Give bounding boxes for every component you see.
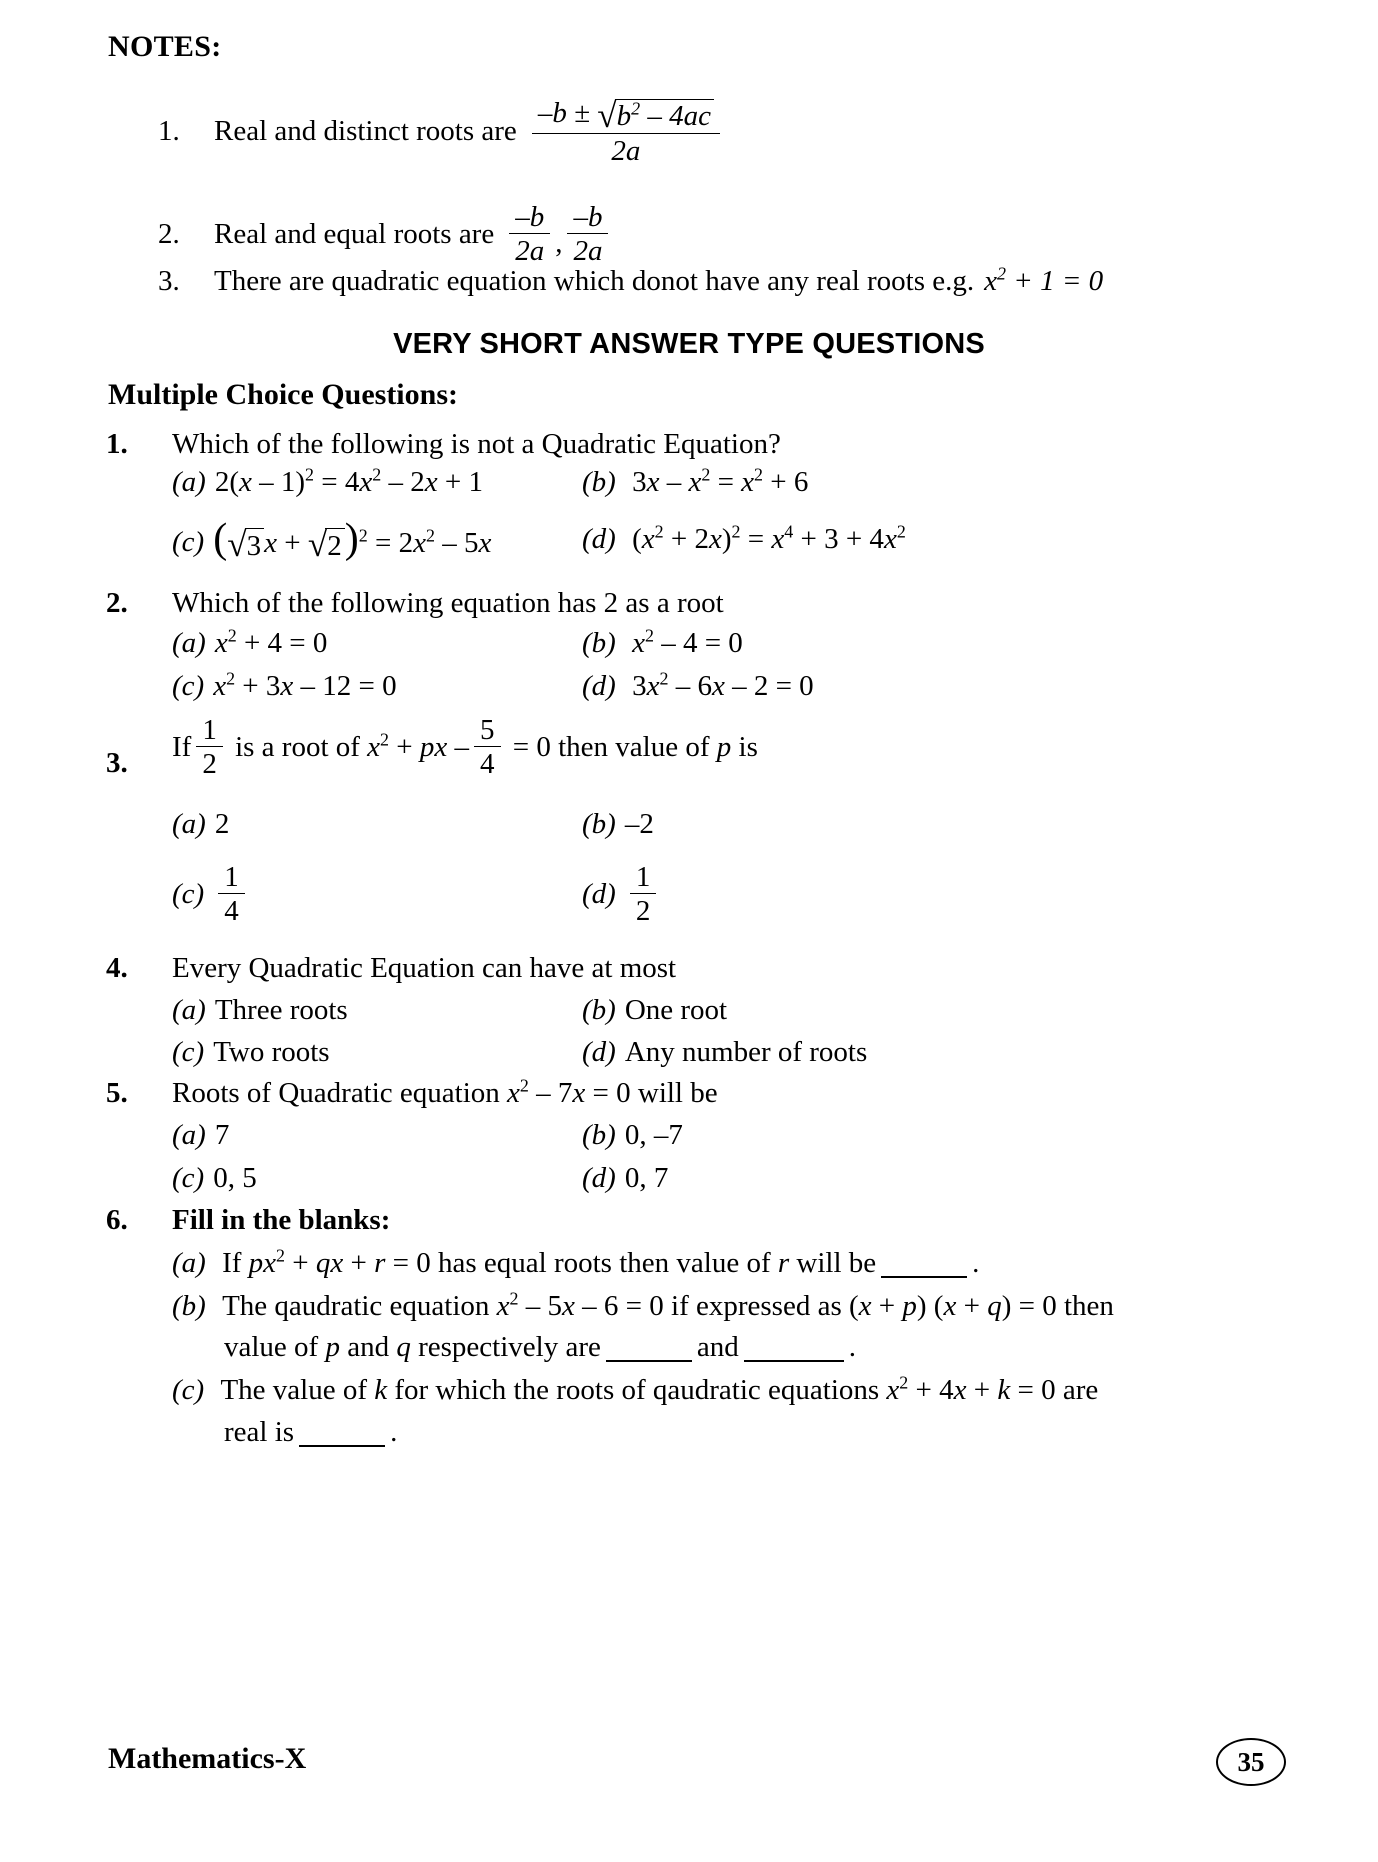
question-3-option-c-denominator: 4 — [224, 895, 239, 928]
quadratic-formula-numerator-prefix: –b ± — [537, 97, 590, 129]
question-4-number: 4. — [106, 952, 128, 984]
question-3-option-d-label: (d) — [582, 877, 616, 910]
question-4-option-d-label: (d) — [582, 1036, 616, 1068]
question-5-option-d-label: (d) — [582, 1162, 616, 1194]
question-2-stem: Which of the following equation has 2 as a root — [172, 587, 724, 619]
question-1-option-b-label: (b) — [582, 466, 616, 498]
question-1-stem: Which of the following is not a Quadratic Equation? — [172, 428, 781, 460]
question-1-option-a-label: (a) — [172, 466, 206, 498]
question-2-option-d-text: $3x^2 - 6x - 2 = 0$ — [624, 668, 814, 702]
question-6-blank-c-line2[interactable] — [224, 1416, 397, 1449]
question-6-blank-c-line2-pre: real is — [224, 1416, 295, 1448]
question-6-blank-b-line2[interactable] — [224, 1331, 856, 1364]
question-6-blank-c-line2-post: . — [390, 1416, 398, 1448]
question-4-option-c[interactable] — [172, 1036, 330, 1069]
question-3-fraction-five-fourths-denominator: 4 — [480, 748, 495, 781]
quadratic-formula-radicand: $b^2 - 4ac$ — [615, 99, 714, 131]
question-4-option-a-text: Three roots — [214, 994, 348, 1026]
question-1-option-b-text: $3x - x^2 = x^2 + 6$ — [624, 464, 809, 498]
note-1-text: Real and distinct roots are — [214, 115, 517, 148]
question-2-option-d[interactable] — [582, 670, 814, 703]
question-3-option-c[interactable] — [172, 862, 250, 926]
note-item-3 — [158, 265, 1103, 298]
question-6-blank-c-line1[interactable] — [172, 1374, 1098, 1407]
note-2-text: Real and equal roots are — [214, 217, 495, 250]
question-2-option-d-label: (d) — [582, 670, 616, 702]
equal-roots-fraction-1-denominator: 2a — [515, 235, 545, 268]
question-6-blank-c-line1-text: The value of k for which the roots of qaudratic equations $x^2 + 4x + k = 0$ are — [213, 1372, 1099, 1406]
question-4-option-c-text: Two roots — [213, 1036, 330, 1068]
question-1-option-d[interactable] — [582, 523, 906, 556]
question-2-option-c-text: $x^2 + 3x - 12 = 0$ — [213, 668, 397, 702]
question-3-fraction-half — [196, 715, 223, 779]
note-1-number: 1. — [158, 115, 180, 148]
question-5-option-c[interactable] — [172, 1162, 257, 1195]
question-2-option-b-text: $x^2 - 4 = 0$ — [632, 625, 743, 659]
question-2-option-a-label: (a) — [172, 627, 206, 659]
question-3-option-c-fraction — [218, 862, 245, 926]
question-2-option-a[interactable] — [172, 627, 327, 660]
question-4-option-d[interactable] — [582, 1036, 867, 1069]
question-3-option-b-label: (b) — [582, 808, 616, 840]
notes-heading: NOTES: — [108, 30, 222, 63]
question-6-blank-a-input[interactable] — [881, 1249, 967, 1279]
sqrt-icon: √ 2 — [308, 528, 345, 563]
page-number-badge: 35 — [1216, 1738, 1286, 1786]
question-4-option-b[interactable] — [582, 994, 727, 1027]
question-1-option-d-text: $(x^2 + 2x)^2 = x^4 + 3 + 4x^2$ — [624, 521, 906, 555]
equal-roots-fraction-1 — [509, 202, 550, 266]
question-2-number: 2. — [106, 587, 128, 619]
sqrt-icon: √ 3 — [227, 528, 264, 563]
quadratic-formula-numerator — [532, 95, 720, 136]
footer-book-title: Mathematics-X — [108, 1742, 307, 1775]
question-6-blank-a-label: (a) — [172, 1247, 206, 1279]
note-item-1 — [158, 95, 725, 167]
question-4-stem: Every Quadratic Equation can have at most — [172, 952, 677, 984]
question-3-fraction-five-fourths — [474, 715, 501, 779]
multiple-choice-heading: Multiple Choice Questions: — [108, 378, 458, 411]
question-1-option-a[interactable] — [172, 466, 483, 499]
equal-roots-fraction-2 — [567, 202, 608, 266]
question-2-option-a-text: $x^2 + 4 = 0$ — [214, 625, 328, 659]
question-3-option-a-text: 2 — [214, 808, 230, 840]
question-3-option-d-numerator: 1 — [630, 862, 657, 894]
question-3-option-d-fraction — [630, 862, 657, 926]
question-5-option-b[interactable] — [582, 1119, 683, 1152]
equal-roots-fraction-2-numerator: –b — [567, 202, 608, 234]
question-4-option-b-label: (b) — [582, 994, 616, 1026]
question-3-option-c-numerator: 1 — [218, 862, 245, 894]
question-1-option-d-label: (d) — [582, 523, 616, 555]
quadratic-formula — [532, 95, 720, 167]
question-3-stem — [172, 715, 758, 779]
note-3-number: 3. — [158, 265, 180, 297]
question-6-blank-b-line2-mid: and — [696, 1331, 739, 1363]
question-2-option-b-label: (b) — [582, 627, 616, 659]
question-3-stem-part-2: is a root of $x^2$ + px – — [227, 729, 470, 763]
question-3-stem-part-1: If — [172, 730, 192, 763]
quadratic-formula-denominator: 2a — [611, 134, 641, 167]
question-4-option-d-text: Any number of roots — [624, 1036, 868, 1068]
question-3-fraction-half-numerator: 1 — [196, 715, 223, 747]
question-1-number: 1. — [106, 428, 128, 460]
question-3-option-d[interactable] — [582, 862, 661, 926]
question-1-option-b[interactable] — [582, 466, 808, 499]
equal-roots-fraction-1-numerator: –b — [509, 202, 550, 234]
question-4-option-a[interactable] — [172, 994, 348, 1027]
question-6-blank-a-text: If $px^2$ + qx + r = 0 has equal roots then value of r will be — [214, 1245, 877, 1279]
question-6-blank-b-line2-post: . — [848, 1331, 856, 1363]
question-5-option-d[interactable] — [582, 1162, 668, 1195]
question-1-option-c-label: (c) — [172, 526, 205, 559]
note-2-number: 2. — [158, 217, 180, 250]
question-3-fraction-five-fourths-numerator: 5 — [474, 715, 501, 747]
question-6-blank-b-line1-text: The qaudratic equation $x^2 - 5x - 6 = 0$ if expressed as (x + p) (x + q) = 0 then — [214, 1288, 1114, 1322]
question-5-option-a-label: (a) — [172, 1119, 206, 1151]
note-item-2 — [158, 202, 613, 266]
question-6-blank-b-line2-pre: value of p and q respectively are — [224, 1331, 601, 1363]
question-4-option-a-label: (a) — [172, 994, 206, 1026]
question-5-option-d-text: 0, 7 — [624, 1162, 669, 1194]
question-5-number: 5. — [106, 1077, 128, 1109]
question-3-option-b-text: –2 — [624, 808, 654, 840]
question-3-option-d-denominator: 2 — [635, 895, 651, 928]
note-3-example: $x^2 + 1 = 0$ — [984, 263, 1104, 297]
question-6-blank-a-period: . — [972, 1247, 980, 1279]
question-4-option-c-label: (c) — [172, 1036, 205, 1068]
question-5-option-b-label: (b) — [582, 1119, 616, 1151]
question-6-blank-b-label: (b) — [172, 1290, 206, 1322]
section-heading: VERY SHORT ANSWER TYPE QUESTIONS — [393, 328, 985, 360]
question-3-option-a-label: (a) — [172, 808, 206, 840]
question-6-stem: Fill in the blanks: — [172, 1204, 391, 1236]
question-6-number: 6. — [106, 1204, 128, 1236]
question-5-option-b-text: 0, –7 — [624, 1119, 683, 1151]
question-3-option-c-label: (c) — [172, 877, 205, 910]
question-3-option-a[interactable] — [172, 808, 229, 841]
question-5-option-a-text: 7 — [214, 1119, 230, 1151]
sqrt-icon: √ $b^2 - 4ac$ — [597, 99, 714, 132]
question-6-blank-b-line1[interactable] — [172, 1290, 1114, 1323]
question-3-number: 3. — [106, 747, 128, 779]
question-5-stem: Roots of Quadratic equation $x^2 - 7x = 0$ will be — [172, 1075, 718, 1109]
question-6-blank-b-input-2[interactable] — [744, 1333, 844, 1363]
question-2-option-c-label: (c) — [172, 670, 205, 702]
equal-roots-fraction-2-denominator: 2a — [573, 235, 603, 268]
question-2-option-b[interactable] — [582, 627, 743, 660]
note-3-text: There are quadratic equation which donot have any real roots e.g. — [214, 265, 975, 297]
question-2-option-c[interactable] — [172, 670, 397, 703]
question-5-option-a[interactable] — [172, 1119, 229, 1152]
question-1-option-a-text: $2(x - 1)^2 = 4x^2 - 2x + 1$ — [214, 464, 483, 498]
question-6-blank-c-label: (c) — [172, 1374, 205, 1406]
question-3-stem-part-3: = 0 then value of p is — [505, 730, 758, 763]
question-6-blank-c-input[interactable] — [299, 1418, 385, 1448]
question-1-option-c[interactable] — [172, 516, 492, 564]
question-5-option-c-label: (c) — [172, 1162, 205, 1194]
question-1-option-c-text: ( √ 3 x + √ 2 )$^2 = 2x^2 - 5x$ — [213, 516, 492, 564]
question-3-fraction-half-denominator: 2 — [202, 748, 217, 781]
question-3-option-b[interactable] — [582, 808, 654, 841]
question-6-blank-b-input-1[interactable] — [606, 1333, 692, 1363]
question-5-option-c-text: 0, 5 — [213, 1162, 257, 1194]
question-4-option-b-text: One root — [624, 994, 728, 1026]
question-6-blank-a[interactable] — [172, 1247, 979, 1280]
equal-roots-separator: , — [555, 227, 563, 260]
